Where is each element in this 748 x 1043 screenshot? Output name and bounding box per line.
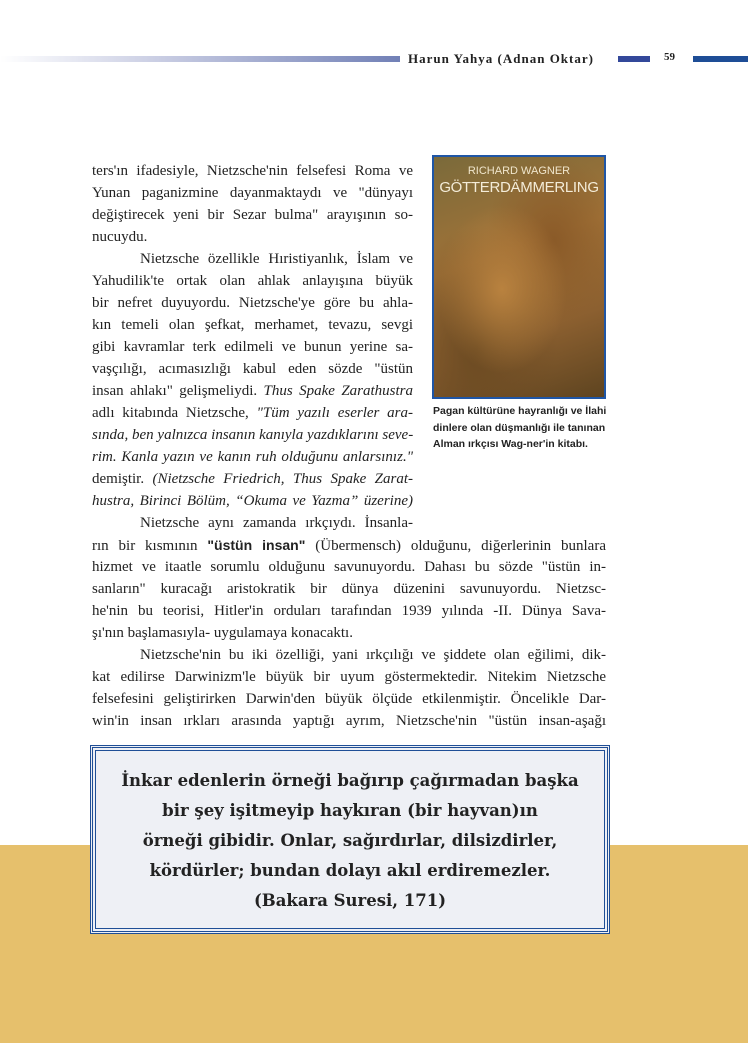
italic-text: Thus Spake Zarathustra (263, 383, 414, 399)
header-bar-right (693, 56, 748, 62)
text-line (92, 292, 413, 314)
text-line (92, 468, 413, 490)
text-segment: rın bir kısmının (92, 538, 208, 554)
text-line (92, 710, 606, 732)
book-cover-image (432, 155, 606, 399)
text-line (92, 314, 413, 336)
quote-line: bir şey işitmeyip haykıran (bir hayvan)ın (162, 801, 538, 820)
text-segment: Nietzsche aynı zamanda ırkçıydı. İnsanla- (140, 515, 413, 531)
text-segment: şı'nın başlamasıyla- uygulamaya konacaktı. (92, 625, 353, 641)
quote-line: örneği gibidir. Onlar, sağırdırlar, dilsizdirler, (142, 831, 558, 850)
text-line (92, 336, 413, 358)
text-line (92, 160, 413, 182)
running-header-title: Harun Yahya (Adnan Oktar) (408, 51, 594, 66)
text-line (92, 402, 413, 424)
text-line (92, 688, 606, 710)
text-segment: bir nefret duyuyordu. Nietzsche'ye göre bu ahla- (92, 295, 413, 311)
text-segment: gibi kavramlar terk edilmeli ve bunun yerine sa- (92, 339, 413, 355)
text-line (92, 270, 413, 292)
text-line (92, 644, 606, 666)
text-segment: Nietzsche'nin bu iki özelliği, yani ırkçılığı ve şiddete olan eğilimi, dik- (140, 647, 606, 663)
text-line (92, 380, 413, 402)
verse-quote-text (93, 766, 607, 916)
text-line (92, 556, 606, 578)
text-segment: kın temeli olan şefkat, merhamet, tevazu, sevgi (92, 317, 413, 333)
italic-text: hustra, Birinci Bölüm, “Okuma ve Yazma” üzerine) (92, 493, 413, 509)
text-segment: sanların" kuracağı aristokratik bir dünya düzenini savunuyordu. Nietzsc- (92, 581, 606, 597)
text-line (92, 424, 413, 446)
text-line (92, 204, 413, 226)
text-segment: felsefesini geliştirirken Darwin'den büyük ölçüde etkilenmiştir. Öncelikle Dar- (92, 691, 606, 707)
quote-line: İnkar edenlerin örneği bağırıp çağırmadan başka (121, 771, 579, 790)
quote-line: kördürler; bundan dolayı akıl erdiremezler. (149, 861, 551, 880)
text-segment: adlı kitabında Nietzsche, (92, 405, 257, 421)
text-line (92, 358, 413, 380)
text-segment: win'in insan ırkları arasında yaptığı ayrım, Nietzsche'nin "üstün insan-aşağı (92, 713, 606, 729)
text-segment: kat edilirse Darwinizm'le büyük bir uyum göstermektedir. Nitekim Nietzsche (92, 669, 606, 685)
text-line (92, 622, 606, 644)
text-line (92, 666, 606, 688)
text-segment: vaşçılığı, acımasızlığı kabul eden sözde "üstün (92, 361, 413, 377)
text-segment: Nietzsche özellikle Hıristiyanlık, İslam ve (140, 251, 413, 267)
text-segment: Yahudilik'te ortak olan ahlak anlayışına büyük (92, 273, 413, 289)
text-line (92, 512, 413, 534)
text-line (92, 578, 606, 600)
text-line (92, 446, 413, 468)
bold-text: "üstün insan" (207, 537, 306, 553)
text-segment: ters'ın ifadesiyle, Nietzsche'nin felsefesi Roma ve (92, 163, 413, 179)
text-line (92, 490, 413, 512)
text-segment: Yunan paganizmine dayanmaktaydı ve "dünyayı (92, 185, 413, 201)
header-gradient-bar (0, 56, 400, 62)
cover-author: RICHARD WAGNER (467, 165, 571, 177)
text-segment: insan ahlakı" gelişmeliydi. (92, 383, 264, 399)
italic-text: "Tüm yazılı eserler ara- (256, 405, 413, 421)
text-segment: he'nin bu teorisi, Hitler'in orduları tarafından 1939 yılında -II. Dünya Sava- (92, 603, 606, 619)
quote-reference: (Bakara Suresi, 171) (253, 891, 447, 910)
text-line (92, 534, 606, 556)
page-number: 59 (664, 51, 675, 63)
text-line (92, 600, 606, 622)
italic-text: (Nietzsche Friedrich, Thus Spake Zarat- (152, 471, 413, 487)
text-line (92, 248, 413, 270)
text-segment: hizmet ve itaatle sorumlu olduğunu savunuyordu. Dahası bu sözde "üstün in- (92, 559, 606, 575)
text-segment: değiştirecek yeni bir Sezar bulma" arayışının so- (92, 207, 413, 223)
figure-caption: Pagan kültürüne hayranlığı ve İlahi dinlere olan düşmanlığı ile tanınan Alman ırkçısı Wag-ner'in kitabı. (433, 405, 607, 450)
verse-quote-box (90, 745, 610, 934)
text-line (92, 182, 413, 204)
text-line (92, 226, 413, 248)
text-segment: nucuydu. (92, 229, 148, 245)
text-segment: (Übermensch) olduğunu, diğerlerinin bunlara (305, 538, 606, 554)
header-bar (618, 56, 650, 62)
cover-title: GÖTTERDÄMMERLING (439, 179, 599, 196)
italic-text: rim. Kanla yazın ve kanın ruh olduğunu anlarsınız." (92, 449, 413, 465)
text-segment: demiştir. (92, 471, 153, 487)
italic-text: sında, ben yalnızca insanın kanıyla yazdıklarını seve- (92, 427, 414, 443)
